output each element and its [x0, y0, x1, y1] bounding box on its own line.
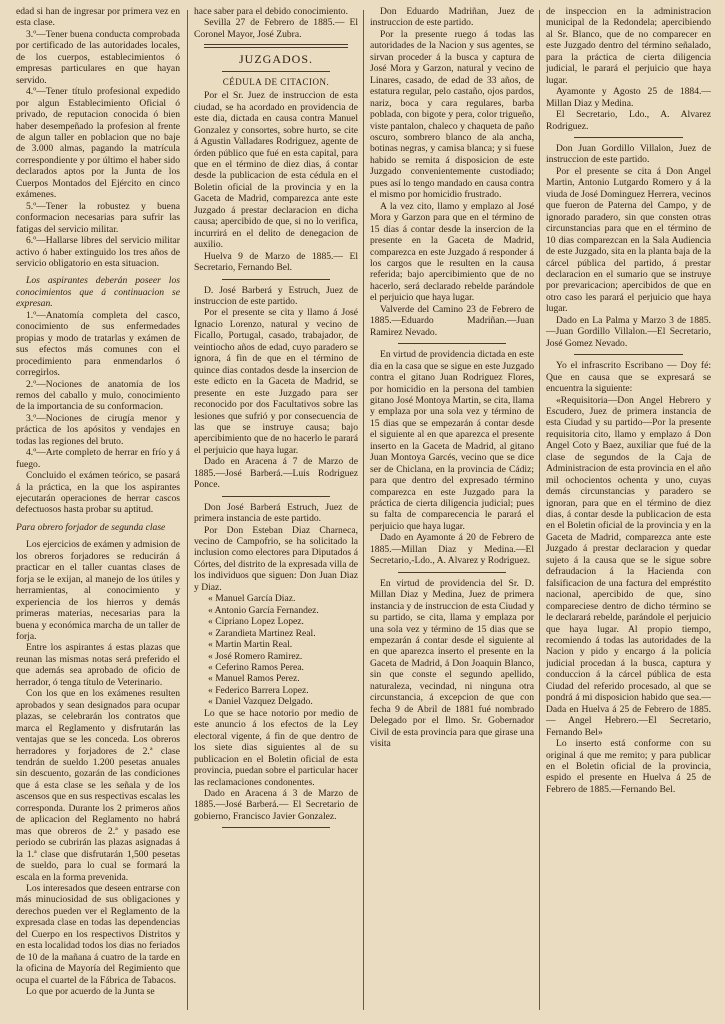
list-item: « Zarandieta Martinez Real.: [208, 627, 316, 639]
paragraph: 5.º—Tener la robustez y buena conformacion necesarias para sufrir las fatigas del servicio militar.: [16, 200, 180, 235]
column-3: [370, 6, 534, 750]
paragraph: Los interesados que deseen entrarse con más minuciosidad de sus obligaciones y derechos pueden ver el Reglamento de la expresada clase en todas las dependencias del Cuerpo en los respectivos Distritos y en esta localidad todos los dias no feriados de 10 de la mañana á cuatro de la tarde en la oficina de Mayoría del Regimiento que ocupa el cuartel de la Fábrica de Tabacos.: [16, 882, 180, 986]
paragraph: Por Don Esteban Diaz Charneca, vecino de Campofrio, se ha solicitado la inclusion como electores para Diputados á Córtes, del distrito de la expresada villa de los individuos que siguen: Don Juan Diaz y Diaz.: [194, 524, 358, 593]
signature: Sevilla 27 de Febrero de 1885.— El Coronel Mayor, José Zubra.: [194, 17, 358, 40]
paragraph: Yo el infrascrito Escribano — Doy fé: Que en causa que se expresará se encuentra la siguiente:: [546, 360, 711, 395]
signature: Dado en Ayamonte á 20 de Febrero de 1885.—Millan Diaz y Medina.—El Secretario,-Ldo., A. Alvarez y Rodriguez.: [370, 532, 534, 567]
divider: [222, 279, 330, 280]
list-item: « Cipriano Lopez Lopez.: [208, 616, 304, 628]
paragraph: D. José Barberá y Estruch, Juez de instruccion de este partido.: [194, 284, 358, 307]
divider: [222, 71, 330, 72]
divider: [574, 137, 683, 138]
divider: [398, 343, 506, 344]
divider: [574, 354, 683, 355]
signature: Dado en La Palma y Marzo 3 de 1885.—Juan Gordillo Villalon.—El Secretario, José Gomez Nevado.: [546, 314, 711, 349]
divider: [222, 496, 330, 497]
section-title: JUZGADOS.: [238, 52, 313, 67]
column-1: [16, 6, 180, 998]
list-item: « Daniel Vazquez Delgado.: [208, 696, 313, 708]
paragraph: 3.º—Nociones de cirugía menor y práctica de los apósitos y vendajes en todas las regiones del bruto.: [16, 412, 180, 447]
list-item: « Ceferino Ramos Perea.: [208, 662, 304, 674]
paragraph: Los ejercicios de exámen y admision de los obreros forjadores se reducirán á practicar en el taller cuantas clases de forja se le exijan, al manejo de los útiles y herramientas, al conocimiento y experiencia de los hierros y demás primeras materias, necesarias para la buena y económica marcha de un taller de forja.: [16, 539, 180, 643]
list-item: « Manuel Ramos Perez.: [208, 673, 300, 685]
list-item: « Antonio García Fernandez.: [208, 604, 319, 616]
paragraph: Por el presente se cita y llamo á José Ignacio Lorenzo, natural y vecino de Ficallo, Portugal, casado, trabajador, de veintiocho años de edad, cuyo paradero se ignora, á fin de que en el término de quince dias contados desde la insercion de este edicto en la Gaceta de Madrid, se presente en este Juzgado para ser reconocido por dos Facultativos sobre las lesiones que sufrió y por consecuencia de las que se instruye causa; bajo apercibimiento que de no hacerlo le parará el perjuicio que haya lugar.: [194, 307, 358, 456]
paragraph: En virtud de providencia dictada en este dia en la casa que se sigue en este Juzgado contra el gitano Juan Rodriguez Flores, por homicidio en la persona del tambien gitano José Montoya Martin, se cita, llama y emplaza por una sola vez y término de 15 dias que se empezarán á contar desde el siguiente al en que aparezca el presente inserto en la Gaceta de Madrid, al gitano Juan Montoya Garcés, vecino que se dice ser de Chiclana, en la provincia de Cádiz; para que dentro del expresado término comparezca en este Juzgado para la práctica de cierta diligencia judicial; pues su falta de comparecencia le parará el perjuicio que haya lugar.: [370, 349, 534, 532]
signature: Dado en Aracena á 7 de Marzo de 1885.—José Barberá.—Luis Rodriguez Ponce.: [194, 456, 358, 491]
signature: El Secretario, Ldo., A. Alvarez Rodriguez.: [546, 109, 711, 132]
list-item: « Federico Barrera Lopez.: [208, 684, 309, 696]
column-2: [194, 6, 358, 833]
column-rule: [539, 10, 540, 1010]
paragraph: Lo inserto está conforme con su original á que me remito; y para publicar en el Boletin oficial de la provincia, espido el presente en Huelva á 25 de Febrero de 1885.—Fernando Bel.: [546, 738, 711, 795]
list-item: « Manuel García Diaz.: [208, 593, 296, 605]
paragraph: En virtud de providencia del Sr. D. Millan Diaz y Medina, Juez de primera instancia y de instruccion de esta Ciudad y su partido, se cita, llama y emplaza por una sola vez y término de 15 dias que se empezarán á contar desde el siguiente al en que aparezca inserto el presente en la Gaceta de Madrid, á Don Joaquin Blanco, sin que conste el segundo apellido, naturaleza, vecindad, ni ninguna otra circunstancia, á excepcion de que con fecha 9 de Abril de 1881 fué nombrado Delegado por el Ilmo. Sr. Gobernador Civil de esta provincia para que girase una visita: [370, 577, 534, 750]
paragraph: «Requisitoria—Don Angel Hebrero y Escudero, Juez de primera instancia de esta Ciudad y su partido—Por la presente requisitoria cito, llamo y emplazo á Don Angel Coto y Baez, auxiliar que fué de la clase de segundos de la Caja de Administracion de esta provincia en el año mil ochocientos ochenta y uno, cuyas demás circunstancias y paradero se ignoran, para que en el término de diez dias, á contar desde la publicacion de esta en el Boletin oficial de la provincia y en la Gaceta de Madrid, comparezca ante este Juzgado á prestar declaracion y quedar sujeto á la causa que se le sigue sobre defraudacion á la Hacienda con falsificacion de una factura del empréstito nacional, apercibido de que, sino compareciese dentro de dicho término se le declarará rebelde, parándole el perjuicio que haya lugar. Al propio tiempo, recomiendo á todas las autoridades de la Nacion y pido y encargo á la policía judicial procedan á la busca, captura y conduccion á la cárcel pública de esta Ciudad del referido procesado, al que se pondrá á mi disposicion habido que sea.—Dada en Huelva á 25 de Febrero de 1885.— Angel Hebrero.—El Secretario, Fernando Bel»: [546, 394, 711, 738]
column-4: [546, 6, 711, 795]
italic-heading: Los aspirantes deberán poseer los conocimientos que á continuacion se expresan.: [16, 275, 180, 310]
paragraph: A la vez cito, llamo y emplazo al José Mora y Garzon para que en el término de 15 dias á contar desde la insercion de la presente en la Gaceta de Madrid, comparezca en este Juzgado á responder á los cargos que le resulten en la causa referida; bajo apercibimiento que de no hacerlo, será declarado rebelde parándole el perjuicio que haya lugar.: [370, 200, 534, 304]
paragraph: Don Juan Gordillo Villalon, Juez de instruccion de este partido.: [546, 142, 711, 166]
paragraph: Por la presente ruego á todas las autoridades de la Nacion y sus agentes, se sirvan proceder á la busca y captura de José Mora y Garzon, natural y vecino de Linares, casado, de edad de 33 años, de estatura regular, pelo castaño, ojos pardos, nariz, boca y cara regulares, barba poblada, con bigote y pera, color trigueño, viste pantalon, chaleco y chaqueta de paño oscuro, sombrero blanco de ala ancha, botinas negras, y camisa blanca; y si fuese habido se remita á disposicion de este Juzgado convenientemente custodiado; pues así lo tengo mandado en causa contra el mismo por homicidio frustrado.: [370, 28, 534, 201]
signature: Valverde del Camino 23 de Febrero de 1885.—Eduardo Madriñan.—Juan Ramirez Nevado.: [370, 303, 534, 338]
paragraph: edad si han de ingresar por primera vez en esta clase.: [16, 6, 180, 29]
italic-heading: Para obrero forjador de segunda clase: [16, 521, 166, 533]
elector-list: [194, 593, 358, 708]
list-item: « José Romero Ramirez.: [208, 650, 303, 662]
divider: [222, 827, 330, 828]
paragraph: de inspeccion en la administracion municipal de la Redondela; apercibiendo al Sr. Blanco, que de no comparecer en este Juzgado dentro del término señalado, para la práctica de cierta diligencia judicial, le parará el perjuicio que haya lugar.: [546, 6, 711, 86]
paragraph: 3.º—Tener buena conducta comprobada por certificado de las autoridades locales, de los cuerpos, establecimientos ó empresas particulares en que hayan servido.: [16, 28, 180, 86]
divider: [398, 572, 506, 573]
column-rule: [187, 10, 188, 1010]
paragraph: 4.º—Arte completo de herrar en frío y á fuego.: [16, 447, 180, 470]
paragraph: 4.º—Tener título profesional expedido por algun Establecimiento Oficial ó privado, de reputacion conocida ó bien haber desempeñado la profesion al frente de algun taller en poblacion que no baje de 3.000 almas, pagando la matrícula correspondiente y por último el haber sido declarados aptos por la Junta de los Cuerpos Montados del Ejército en cinco exámenes.: [16, 86, 180, 201]
signature: Dado en Aracena á 3 de Marzo de 1885.—José Barberá.— El Secretario de gobierno, Francisco Javier Gonzalez.: [194, 788, 358, 822]
paragraph: 1.º—Anatomía completa del casco, conocimiento de sus enfermedades propias y modo de tratarlas y exámen de sus efectos más comunes con el procedimiento para enmendarlos ó corregirlos.: [16, 309, 180, 379]
paragraph: Por el presente se cita á Don Angel Martin, Antonio Lutgardo Romero y á la viuda de José Dominguez Herrera, vecinos que fueron de Paterna del Campo, y de ignorado paradero, sin que consten otras circunstancias para que en el término de 10 dias comparezcan en la Sala Audiencia de este Juzgado, sita en la planta baja de la cárcel pública del partido, á prestar declaracion en el sumario que se instruye por prevaricacion; apercibidos de que en otro caso les parará el perjuicio que haya lugar.: [546, 165, 711, 315]
paragraph: 2.º—Nociones de anatomía de los remos del caballo y mulo, conocimiento de la importancia de su conformacion.: [16, 378, 180, 413]
paragraph: Por el Sr. Juez de instruccion de esta ciudad, se ha acordado en providencia de este dia, dictada en causa contra Manuel Gonzalez y consortes, sobre hurto, se cite á Agustin Valladares Rodriguez, agente de órden público que fué en esta capital, para que en el término de diez dias, á contar desde la publicacion de esta cédula en el Boletin oficial de la provincia y en la Gaceta de Madrid, comparezca ante este Juzgado á prestar declaracion en dicha causa; apercibido de que, si no lo verifica, incurrirá en el delito de denegacion de auxilio.: [194, 90, 358, 251]
paragraph: Lo que se hace notorio por medio de este anuncio á los efectos de la Ley electoral vigente, á fin de que dentro de los siete dias siguientes al de su publicacion en el Boletin oficial de esta provincia, puedan sobre el particular hacer las reclamaciones condonentes.: [194, 707, 358, 788]
divider: [204, 44, 348, 48]
paragraph: hace saber para el debido conocimiento.: [194, 6, 348, 17]
sub-title: CÉDULA DE CITACION.: [222, 76, 330, 87]
paragraph: 6.º—Hallarse libres del servicio militar activo ó haber extinguido los tres años de servicio obligatorio en esta situacion.: [16, 235, 180, 269]
paragraph: Don Eduardo Madriñan, Juez de instruccion de este partido.: [370, 6, 534, 29]
paragraph: Entre los aspirantes á estas plazas que reunan las mismas notas será preferido el que además sea aprobado de oficio de herrador, ó tenga título de Veterinario.: [16, 642, 180, 688]
signature: Huelva 9 de Marzo de 1885.— El Secretario, Fernando Bel.: [194, 250, 358, 274]
paragraph: Concluido el exámen teórico, se pasará á la práctica, en la que los aspirantes ejecutarán operaciones de herrar cascos defectuosos hasta probar su aptitud.: [16, 470, 180, 516]
list-item: « Martin Martin Real.: [208, 639, 293, 651]
paragraph: Lo que por acuerdo de la Junta se: [26, 986, 155, 998]
paragraph: Don José Barberá Estruch, Juez de primera instancia de este partido.: [194, 501, 358, 525]
signature: Ayamonte y Agosto 25 de 1884.—Millan Diaz y Medina.: [546, 86, 711, 109]
column-rule: [363, 10, 364, 1010]
newspaper-page: [8, 6, 717, 1018]
paragraph: Con los que en los exámenes resulten aprobados y sean designados para ocupar plazas, se celebrarán los contratos que marca el Reglamento y disfrutarán las ventajas que se les conceda. Los obreros herradores y forjadores de 2.ª clase tendrán de sueldo 1.200 pesetas anuales sin descuento, gozarán de las condiciones que á esta clase se les señala y de los ascensos que en sus respectivas escalas les corresponda. Durante los 2 primeros años de aplicacion del Reglamento no habrá mas que obreros de 2.ª y pasado ese periodo se cubrirán las plazas asignadas á la 1.ª clase que disfrutarán 1,500 pesetas de sueldo, para lo cual se formará la escala en la forma prevenida.: [16, 688, 180, 883]
